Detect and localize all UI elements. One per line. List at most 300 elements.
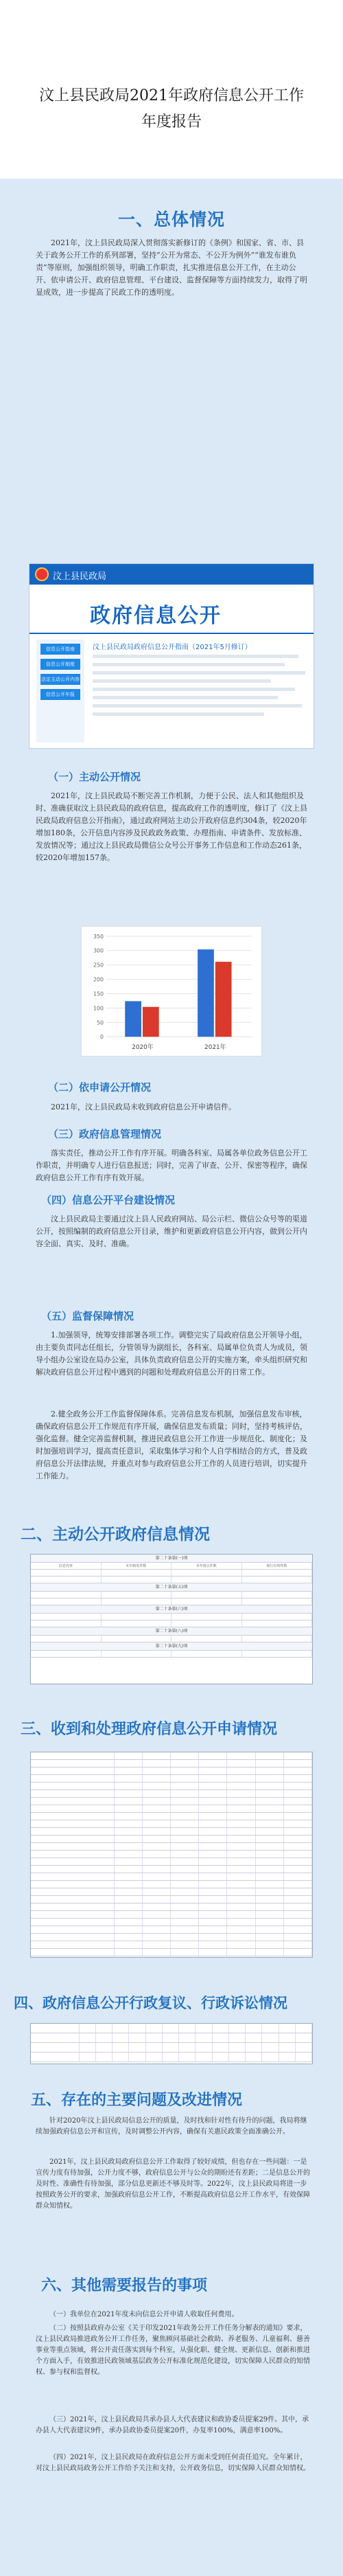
table-cell (199, 1813, 227, 1820)
table-cell (199, 1919, 227, 1925)
table-cell (171, 1805, 199, 1812)
table-cell (284, 1775, 312, 1782)
sub2-heading: （二）依申请公开情况 (48, 1081, 152, 1094)
table-row (31, 1911, 312, 1919)
table-row (31, 1866, 312, 1873)
table-cell (31, 1903, 115, 1910)
table-cell (227, 1820, 255, 1827)
table-row (31, 1783, 312, 1790)
table-cell (143, 1941, 171, 1948)
table-cell (284, 1798, 312, 1805)
table-row (31, 1934, 312, 1941)
table-row (31, 1813, 312, 1820)
table-cell (143, 1873, 171, 1880)
sub5-heading: （五）监督保障情况 (41, 1310, 134, 1322)
table-cell (256, 1775, 284, 1782)
table-cell (171, 1843, 199, 1850)
table-cell (171, 1775, 199, 1782)
report-header (0, 0, 343, 179)
table-row (31, 2024, 312, 2033)
table-cell (179, 2043, 196, 2052)
table-cell (284, 1790, 312, 1797)
table-cell (227, 1783, 255, 1789)
section6-text4: （四）2021年，汶上县民政局在政府信息公开方面未受到任何责任追究。全年累计，对汶上县民政局政务公开工作给予关注和支持，公开政务信息，切实保障人民群众知情权。 (36, 2454, 310, 2472)
table-cell (227, 1866, 255, 1873)
table-cell (146, 2053, 163, 2061)
table-cell (296, 2024, 312, 2033)
table-cell (31, 1949, 115, 1956)
section2-heading: 二、主动公开政府信息情况 (21, 1526, 210, 1544)
table-cell (199, 1941, 227, 1948)
table-cell (146, 2043, 163, 2052)
x-tick-label: 2020年 (132, 1044, 154, 1052)
table-cell (31, 1926, 115, 1933)
table-cell (31, 1805, 115, 1812)
table-cell (296, 2053, 312, 2061)
table-row (31, 1790, 312, 1798)
table-cell (256, 1813, 284, 1820)
table-cell (284, 1835, 312, 1842)
table-cell (31, 1820, 115, 1827)
table-cell (115, 1813, 143, 1820)
table-row (31, 1851, 312, 1858)
table-cell (246, 2043, 262, 2052)
table-cell (113, 2043, 129, 2052)
table-cell (115, 1919, 143, 1925)
table-cell (31, 1813, 115, 1820)
table-cell (256, 1798, 284, 1805)
website-text-line (93, 712, 264, 716)
table-cell (227, 1934, 255, 1941)
table-row (31, 1903, 312, 1911)
section6-text3: （三）2021年，汶上县民政局共承办县人大代表建议和政协委员提案29件。其中，承办县人大代表建议9件，承办县政协委员提案20件，办复率100%，满意率100%。 (36, 2416, 309, 2434)
table-cell (199, 1911, 227, 1918)
table-cell (31, 1858, 115, 1865)
table-cell (213, 2033, 229, 2042)
sub5-text1: 1.加强领导，统筹安排部署各项工作。调整完实了局政府信息公开领导小组，由主要负责同志任组长，分管领导为副组长，各科室、局属单位负责人为成员，领导小组办公室设在局办公室，具体负责政府信息公开的实施方案，牵头组织研究和解决政府信息公开过程中遇到的问题和处理政府信息公开的日常工作。 (36, 1331, 307, 1377)
website-page-title[interactable]: 汶上县民政局政府信息公开指南（2021年5月修订） (93, 644, 252, 651)
table-cell (31, 1896, 115, 1903)
bar-chart (81, 926, 262, 1057)
table-cell (227, 1881, 255, 1888)
report-title-line2: 年度报告 (141, 113, 202, 131)
table-cell (115, 1851, 143, 1857)
website-site-name: 汶上县民政局 (53, 572, 107, 582)
table-cell (31, 1873, 115, 1880)
table-cell (171, 1941, 199, 1948)
table-cell (115, 1760, 143, 1767)
table-cell (115, 1873, 143, 1880)
table-cell (196, 2053, 212, 2061)
table-cell (199, 1820, 227, 1827)
table-cell (143, 1926, 171, 1933)
table-cell (115, 1896, 143, 1903)
table-cell (171, 1881, 199, 1888)
table-cell (256, 1949, 284, 1956)
website-text-line (93, 671, 305, 675)
table-cell (199, 1783, 227, 1789)
table-row (31, 1651, 312, 1658)
table-cell (31, 2043, 80, 2052)
chart-bar (143, 1007, 159, 1037)
table-cell (113, 2024, 129, 2033)
table-cell (171, 1888, 199, 1895)
table-cell (171, 1798, 199, 1805)
table-cell (284, 1911, 312, 1918)
table-cell (113, 2033, 129, 2042)
table-cell (143, 1934, 171, 1941)
y-tick-label: 300 (93, 947, 104, 954)
table-cell (246, 2053, 262, 2061)
sub2-text: 2021年，汶上县民政局未收到政府信息公开申请信件。 (51, 1103, 236, 1111)
table-cell (256, 1790, 284, 1797)
table-cell (213, 2043, 229, 2052)
table-cell (284, 1760, 312, 1767)
table-row (31, 1760, 312, 1767)
sub3-text: 落实责任，推动公开工作有序开展。明确各科室、局属各单位政务信息公开工作职责，并明确专人进行信息报送；同时，完善了审查、公开、保密等程序，确保政府信息公开工作有序有效开展。 (36, 1149, 307, 1182)
y-tick-label: 250 (93, 962, 104, 969)
table-cell (115, 1934, 143, 1941)
table-cell (227, 1851, 255, 1857)
table-cell (284, 1767, 312, 1774)
table-cell (143, 1790, 171, 1797)
table-cell (262, 2043, 279, 2052)
table-cell (256, 1783, 284, 1789)
table-cell (227, 1903, 255, 1910)
table-cell (284, 1813, 312, 1820)
table-cell (256, 1843, 284, 1850)
table-cell (179, 2053, 196, 2061)
table-cell (199, 1790, 227, 1797)
y-tick-label: 100 (93, 1005, 104, 1012)
table-cell (31, 1752, 115, 1759)
sub5-text2: 2.健全政务公开工作监督保障体系。完善信息发布机制，加强信息发布审核，确保政府信息公开工作规范有序开展，确保信息发布质量；同时，坚持考核评估，强化监督。健全完善监督机制，推进民政信息公开工作进一步规范化、制度化；及时加强培训学习，提高责任意识，采取集体学习和个人自学相结合的方式，普及政府信息公开法律法规，并重点对参与政府信息公开工作的人员进行培训，切实提升工作能力。 (36, 1410, 307, 1480)
table-cell (171, 1896, 199, 1903)
table-cell (246, 2033, 262, 2042)
table-cell (115, 1828, 143, 1835)
table-row (31, 1843, 312, 1851)
table-row (31, 1805, 312, 1813)
table-cell (256, 1851, 284, 1857)
table-cell (115, 1752, 143, 1759)
table-cell (163, 2033, 179, 2042)
emblem-icon (35, 567, 49, 581)
website-menu-item[interactable]: 信息公开指南 (40, 644, 80, 655)
table-cell (146, 2033, 163, 2042)
table-cell (171, 1760, 199, 1767)
table-cell (229, 2053, 246, 2061)
table-cell (199, 1851, 227, 1857)
website-text-line (93, 655, 298, 658)
table-cell (227, 1790, 255, 1797)
table-cell (143, 1820, 171, 1827)
table-cell (143, 1911, 171, 1918)
table-cell (31, 1767, 115, 1774)
table-cell (115, 1866, 143, 1873)
table-cell (115, 1835, 143, 1842)
website-banner: 政府信息公开 (90, 604, 222, 628)
table-cell (31, 1798, 115, 1805)
table-cell (96, 2053, 113, 2061)
table-cell (256, 1903, 284, 1910)
website-menu-item[interactable]: 信息公开制度 (40, 659, 80, 670)
table-cell (171, 1783, 199, 1789)
table-cell (227, 1873, 255, 1880)
table-cell (227, 1919, 255, 1925)
table-row-header: 第二十条第(八)项 (31, 1627, 312, 1636)
table-cell (284, 1783, 312, 1789)
table-cell (31, 1941, 115, 1948)
table-cell (199, 1775, 227, 1782)
table-cell (227, 1896, 255, 1903)
table-cell (227, 1775, 255, 1782)
table-cell (256, 1926, 284, 1933)
table-cell (171, 1866, 199, 1873)
table-row (31, 2033, 312, 2043)
table-cell (80, 2024, 96, 2033)
table-cell (143, 1896, 171, 1903)
table-cell (115, 1820, 143, 1827)
table-cell (171, 1752, 199, 1759)
table-cell (256, 1881, 284, 1888)
table-row (31, 1577, 312, 1583)
table-cell (31, 1828, 115, 1835)
table-cell (31, 1775, 115, 1782)
table-cell (256, 1934, 284, 1941)
table-cell (227, 1843, 255, 1850)
y-tick-label: 350 (93, 933, 104, 940)
table-cell (115, 1858, 143, 1865)
table-row (31, 1598, 312, 1605)
table-cell (284, 1926, 312, 1933)
table-cell (213, 2024, 229, 2033)
table-cell (143, 1828, 171, 1835)
section1-heading: 一、总体情况 (117, 210, 225, 229)
table-cell (31, 1934, 115, 1941)
table-row (31, 1820, 312, 1828)
table-cell (143, 1903, 171, 1910)
table-row (31, 1858, 312, 1866)
table-cell (284, 1805, 312, 1812)
table-cell (171, 1767, 199, 1774)
website-text-line (93, 679, 271, 683)
table-cell (199, 1798, 227, 1805)
table-cell (284, 1828, 312, 1835)
table-cell (256, 1911, 284, 1918)
table-cell (171, 1919, 199, 1925)
table-row (31, 1941, 312, 1949)
table-cell (199, 1767, 227, 1774)
chart-bar (215, 962, 232, 1037)
table-cell (31, 1881, 115, 1888)
section4-heading: 四、政府信息公开行政复议、行政诉讼情况 (14, 1995, 287, 2011)
table-cell (199, 1805, 227, 1812)
table-cell (143, 1919, 171, 1925)
table-cell (171, 1813, 199, 1820)
table-cell (284, 1949, 312, 1956)
table-cell (256, 1767, 284, 1774)
table-cell (284, 1851, 312, 1857)
table-cell (31, 2033, 80, 2042)
table-cell (284, 1941, 312, 1948)
table-row-header: 第二十条第(六)项 (31, 1605, 312, 1614)
proactive-disclosure-table (30, 1554, 313, 1684)
table-cell (171, 1820, 199, 1827)
table-row (31, 2043, 312, 2053)
table-cell (227, 1941, 255, 1948)
table-cell (171, 1873, 199, 1880)
table-cell (256, 1760, 284, 1767)
table-row-header: 第二十条第(五)项 (31, 1583, 312, 1592)
table-cell (227, 1858, 255, 1865)
table-cell (113, 2053, 129, 2061)
table-cell (143, 1835, 171, 1842)
table-cell (227, 1798, 255, 1805)
table-cell (199, 1843, 227, 1850)
table-cell (115, 1790, 143, 1797)
table-cell (227, 1760, 255, 1767)
website-menu-item[interactable]: 信息公开年报 (40, 689, 80, 700)
table-cell (143, 1851, 171, 1857)
website-nav-line (29, 633, 314, 634)
table-cell (171, 1903, 199, 1910)
table-cell (115, 1798, 143, 1805)
table-cell (129, 2024, 145, 2033)
table-row (31, 1570, 312, 1577)
table-cell (171, 1828, 199, 1835)
table-cell (256, 1888, 284, 1895)
table-cell (31, 1783, 115, 1789)
table-cell (284, 1896, 312, 1903)
table-row (31, 1620, 312, 1627)
table-cell (256, 1873, 284, 1880)
x-tick-label: 2021年 (204, 1044, 226, 1052)
table-cell (115, 1941, 143, 1948)
table-row (31, 1926, 312, 1934)
table-cell (284, 1843, 312, 1850)
y-tick-label: 50 (96, 1019, 104, 1026)
table-cell (256, 1941, 284, 1948)
table-cell (171, 1790, 199, 1797)
table-row (31, 1636, 312, 1642)
table-cell (115, 1949, 143, 1956)
table-cell (171, 1911, 199, 1918)
table-cell (115, 1881, 143, 1888)
y-tick-label: 150 (93, 991, 104, 997)
table-cell (256, 1828, 284, 1835)
table-cell (96, 2024, 113, 2033)
table-cell (115, 1888, 143, 1895)
table-cell (31, 1911, 115, 1918)
table-cell (143, 1949, 171, 1956)
table-cell (115, 1767, 143, 1774)
table-cell (229, 2043, 246, 2052)
website-menu-item[interactable]: 法定主动公开内容 (40, 674, 80, 685)
table-row (31, 1835, 312, 1843)
table-cell (256, 1858, 284, 1865)
table-cell (96, 2043, 113, 2052)
table-cell (284, 1881, 312, 1888)
table-cell (199, 1835, 227, 1842)
table-cell (31, 1790, 115, 1797)
table-cell (146, 2024, 163, 2033)
table-cell (179, 2033, 196, 2042)
table-cell (171, 1851, 199, 1857)
table-cell (171, 1858, 199, 1865)
table-cell (143, 1798, 171, 1805)
sub1-heading: （一）主动公开情况 (48, 771, 141, 783)
table-row (31, 1919, 312, 1926)
table-row (31, 1873, 312, 1881)
section1-intro: 2021年，汶上县民政局深入贯彻落实新修订的《条例》和国家、省、市、县关于政务公开工作的系列部署，坚持“公开为常态、不公开为例外”“谁发布谁负责”等原则，加强组织领导，明确工作职责，扎实推进信息公开工作，在主动公开、依申请公开、政府信息管理、平台建设、监督保障等方面持续发力，取得了明显成效，进一步提高了民政工作的透明度。 (36, 238, 307, 297)
table-cell (199, 1760, 227, 1767)
table-cell (31, 2024, 80, 2033)
table-row (31, 1767, 312, 1775)
table-cell (31, 1919, 115, 1925)
table-cell (199, 1881, 227, 1888)
table-row (31, 1798, 312, 1805)
chart-bar (125, 1001, 141, 1037)
table-cell (196, 2043, 212, 2052)
table-row (31, 1896, 312, 1903)
website-text-line (93, 696, 278, 699)
table-cell (199, 1828, 227, 1835)
requests-table (30, 1752, 313, 1958)
table-cell (31, 1760, 115, 1767)
table-cell (143, 1805, 171, 1812)
table-cell (227, 1828, 255, 1835)
table-cell (31, 1835, 115, 1842)
table-row (31, 1592, 312, 1598)
table-cell (143, 1813, 171, 1820)
report-title-line1: 汶上县民政局2021年政府信息公开工作 (39, 87, 304, 104)
table-cell (31, 1843, 115, 1850)
table-cell (115, 1903, 143, 1910)
section6-text2: （二）按照县政府办公室《关于印发2021年政务公开工作任务分解表的通知》要求，汶上县民政局推进政务公开工作任务，聚焦顾问基础社会救助、养老服务、儿童福利、慈善事业等重点领域，将公开责任落实到每个科室，从强化职、健全规、更新信息、创新和推进个方面入手，有效推进民政领域基层政务公开标准化规范化建设，切实保障人民群众的知情权、参与权和监督权。 (36, 2325, 310, 2376)
table-cell (256, 1805, 284, 1812)
table-cell (143, 1752, 171, 1759)
table-cell (31, 1866, 115, 1873)
table-cell (171, 1926, 199, 1933)
website-text-line (93, 688, 295, 691)
table-cell (171, 1934, 199, 1941)
table-row (31, 1888, 312, 1896)
table-cell (163, 2024, 179, 2033)
table-cell (227, 1752, 255, 1759)
table-cell (246, 2024, 262, 2033)
table-cell (284, 1919, 312, 1925)
table-cell (171, 1949, 199, 1956)
table-cell (284, 1858, 312, 1865)
table-cell (163, 2053, 179, 2061)
table-cell (80, 2033, 96, 2042)
table-cell (213, 2053, 229, 2061)
table-cell (199, 1949, 227, 1956)
table-cell (199, 1926, 227, 1933)
table-cell (163, 2043, 179, 2052)
section5-text2: 2021年，汶上县民政局政府信息公开工作取得了较好成绩，但也存在一些问题：一是宣传力度有待加强，公开力度不够，政府信息公开与公众的期盼还有差距；二是信息公开的及时性、准确性有待加强，部分信息更新还不够及时等。2022年，汶上县民政局将进一步按照政务公开的要求，加强政府信息公开工作，不断提高政府信息公开工作水平，有效保障群众知情权。 (36, 2158, 310, 2210)
table-cell (179, 2024, 196, 2033)
section5-heading: 五、存在的主要问题及改进情况 (31, 2092, 243, 2109)
table-row (31, 1949, 312, 1956)
table-row: 信息内容 本年制发件数 本年废止件数 现行有效件数 (31, 1563, 312, 1570)
table-cell (227, 1911, 255, 1918)
review-litigation-table (30, 2023, 313, 2064)
table-cell (143, 1866, 171, 1873)
table-row (31, 2053, 312, 2062)
table-cell (279, 2043, 296, 2052)
table-cell (296, 2043, 312, 2052)
